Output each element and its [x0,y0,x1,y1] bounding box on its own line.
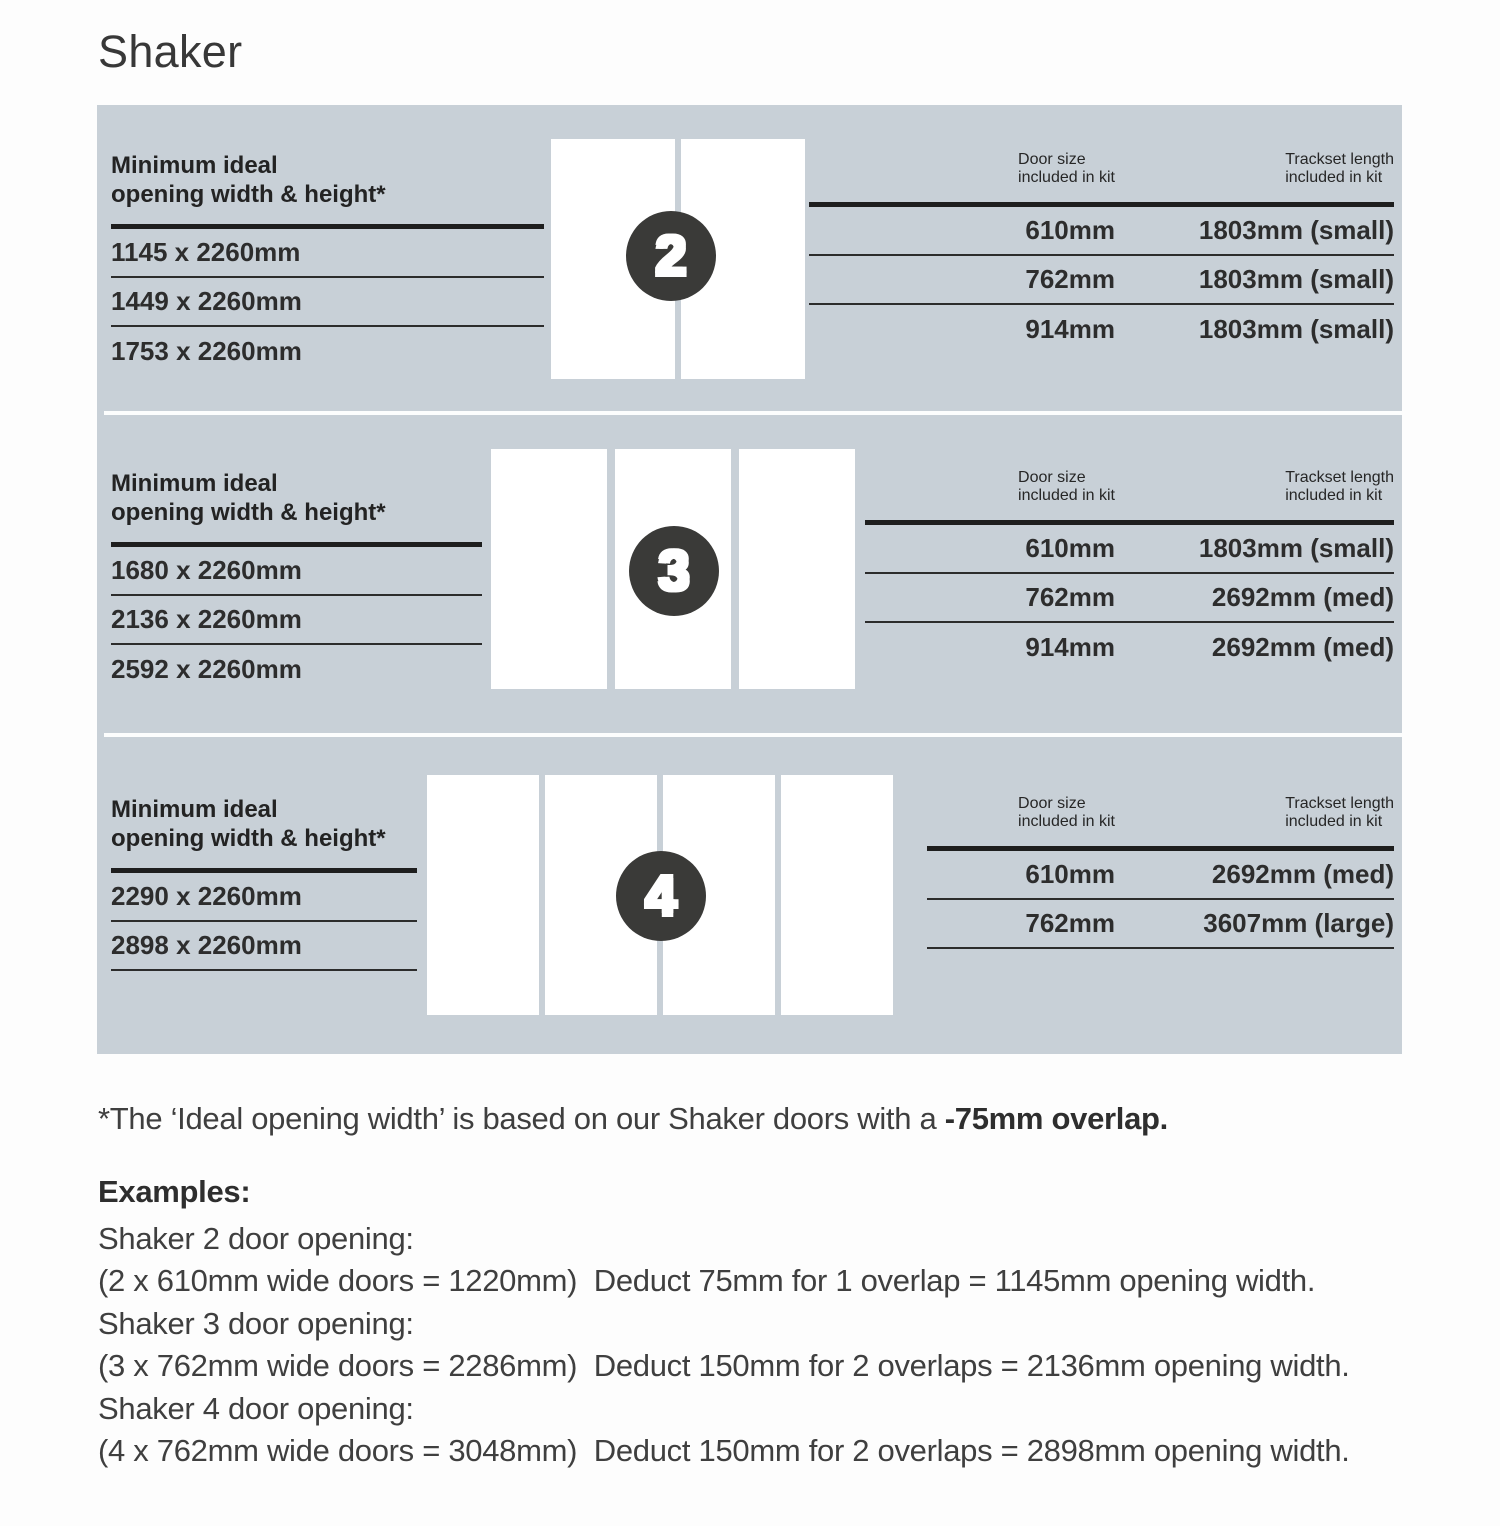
trackset-header: Trackset length included in kit [1285,795,1394,830]
door-size-header: Door size included in kit [1018,151,1115,186]
kit-row [865,623,1394,672]
examples-block [98,1171,1500,1473]
min-opening-header: Minimum ideal opening width & height* [111,152,386,208]
opening-size-row: 2136 x 2260mm [111,596,482,645]
door-size-header: Door size included in kit [1018,469,1115,504]
section-4-door [97,737,1402,1054]
example-label: Shaker 3 door opening: [98,1305,414,1341]
section-2-door [97,105,1402,411]
footnote [98,1101,1500,1137]
door-panel [491,449,607,689]
example-detail: (4 x 762mm wide doors = 3048mm) Deduct 150mm for 2 overlaps = 2898mm opening width. [98,1433,1350,1468]
kit-table-header [865,469,1394,505]
min-opening-header: Minimum ideal opening width & height* [111,796,386,852]
door-panel [739,449,855,689]
kit-table-header [809,151,1394,187]
footnote-text: *The ‘Ideal opening width’ is based on our Shaker doors with a [98,1101,945,1136]
opening-size-table [111,469,482,694]
opening-size-table [111,151,544,376]
trackset-header: Trackset length included in kit [1285,151,1394,186]
door-count-badge: 3 [629,526,719,616]
door-size-value: 610mm [1025,215,1115,245]
trackset-value: 1803mm (small) [1198,215,1394,245]
trackset-value: 2692mm (med) [1211,632,1394,662]
section-3-door [97,415,1402,733]
trackset-header: Trackset length included in kit [1285,469,1394,504]
example-detail: (2 x 610mm wide doors = 1220mm) Deduct 75mm for 1 overlap = 1145mm opening width. [98,1263,1316,1298]
door-size-value: 914mm [1025,632,1115,662]
example-label: Shaker 2 door opening: [98,1220,414,1256]
kit-row [809,305,1394,354]
spec-panel [97,105,1402,1054]
door-panel [781,775,893,1015]
trackset-value: 2692mm (med) [1211,582,1394,612]
opening-size-row: 1753 x 2260mm [111,336,302,366]
kit-row [809,256,1394,305]
trackset-value: 1803mm (small) [1198,264,1394,294]
kit-row [865,525,1394,574]
door-size-value: 762mm [1025,582,1115,612]
door-size-value: 610mm [1025,859,1115,889]
kit-row [927,900,1394,949]
trackset-value: 2692mm (med) [1211,859,1394,889]
door-count-badge: 4 [616,851,706,941]
door-size-header: Door size included in kit [1018,795,1115,830]
kit-row [865,574,1394,623]
opening-size-row: 2290 x 2260mm [111,873,417,922]
kit-table [865,469,1394,672]
kit-table-header [927,795,1394,831]
opening-size-row: 2898 x 2260mm [111,922,417,971]
trackset-value: 1803mm (small) [1198,314,1394,344]
example-detail: (3 x 762mm wide doors = 2286mm) Deduct 150mm for 2 overlaps = 2136mm opening width. [98,1348,1350,1383]
example-label: Shaker 4 door opening: [98,1390,414,1426]
trackset-value: 3607mm (large) [1203,908,1394,938]
kit-table [927,795,1394,949]
min-opening-header: Minimum ideal opening width & height* [111,470,386,526]
kit-row [927,851,1394,900]
opening-size-row: 1449 x 2260mm [111,278,544,327]
door-size-value: 610mm [1025,533,1115,563]
door-size-value: 762mm [1025,264,1115,294]
page-title: Shaker [98,26,243,77]
kit-table [809,151,1394,354]
trackset-value: 1803mm (small) [1198,533,1394,563]
door-size-value: 762mm [1025,908,1115,938]
door-size-value: 914mm [1025,314,1115,344]
opening-size-row: 2592 x 2260mm [111,654,302,684]
footnote-bold-text: -75mm overlap. [944,1101,1168,1136]
door-count-badge: 2 [626,211,716,301]
opening-size-row: 1145 x 2260mm [111,229,544,278]
door-panel [427,775,539,1015]
opening-size-table [111,795,417,971]
opening-size-row: 1680 x 2260mm [111,547,482,596]
examples-heading: Examples: [98,1174,251,1209]
kit-row [809,207,1394,256]
